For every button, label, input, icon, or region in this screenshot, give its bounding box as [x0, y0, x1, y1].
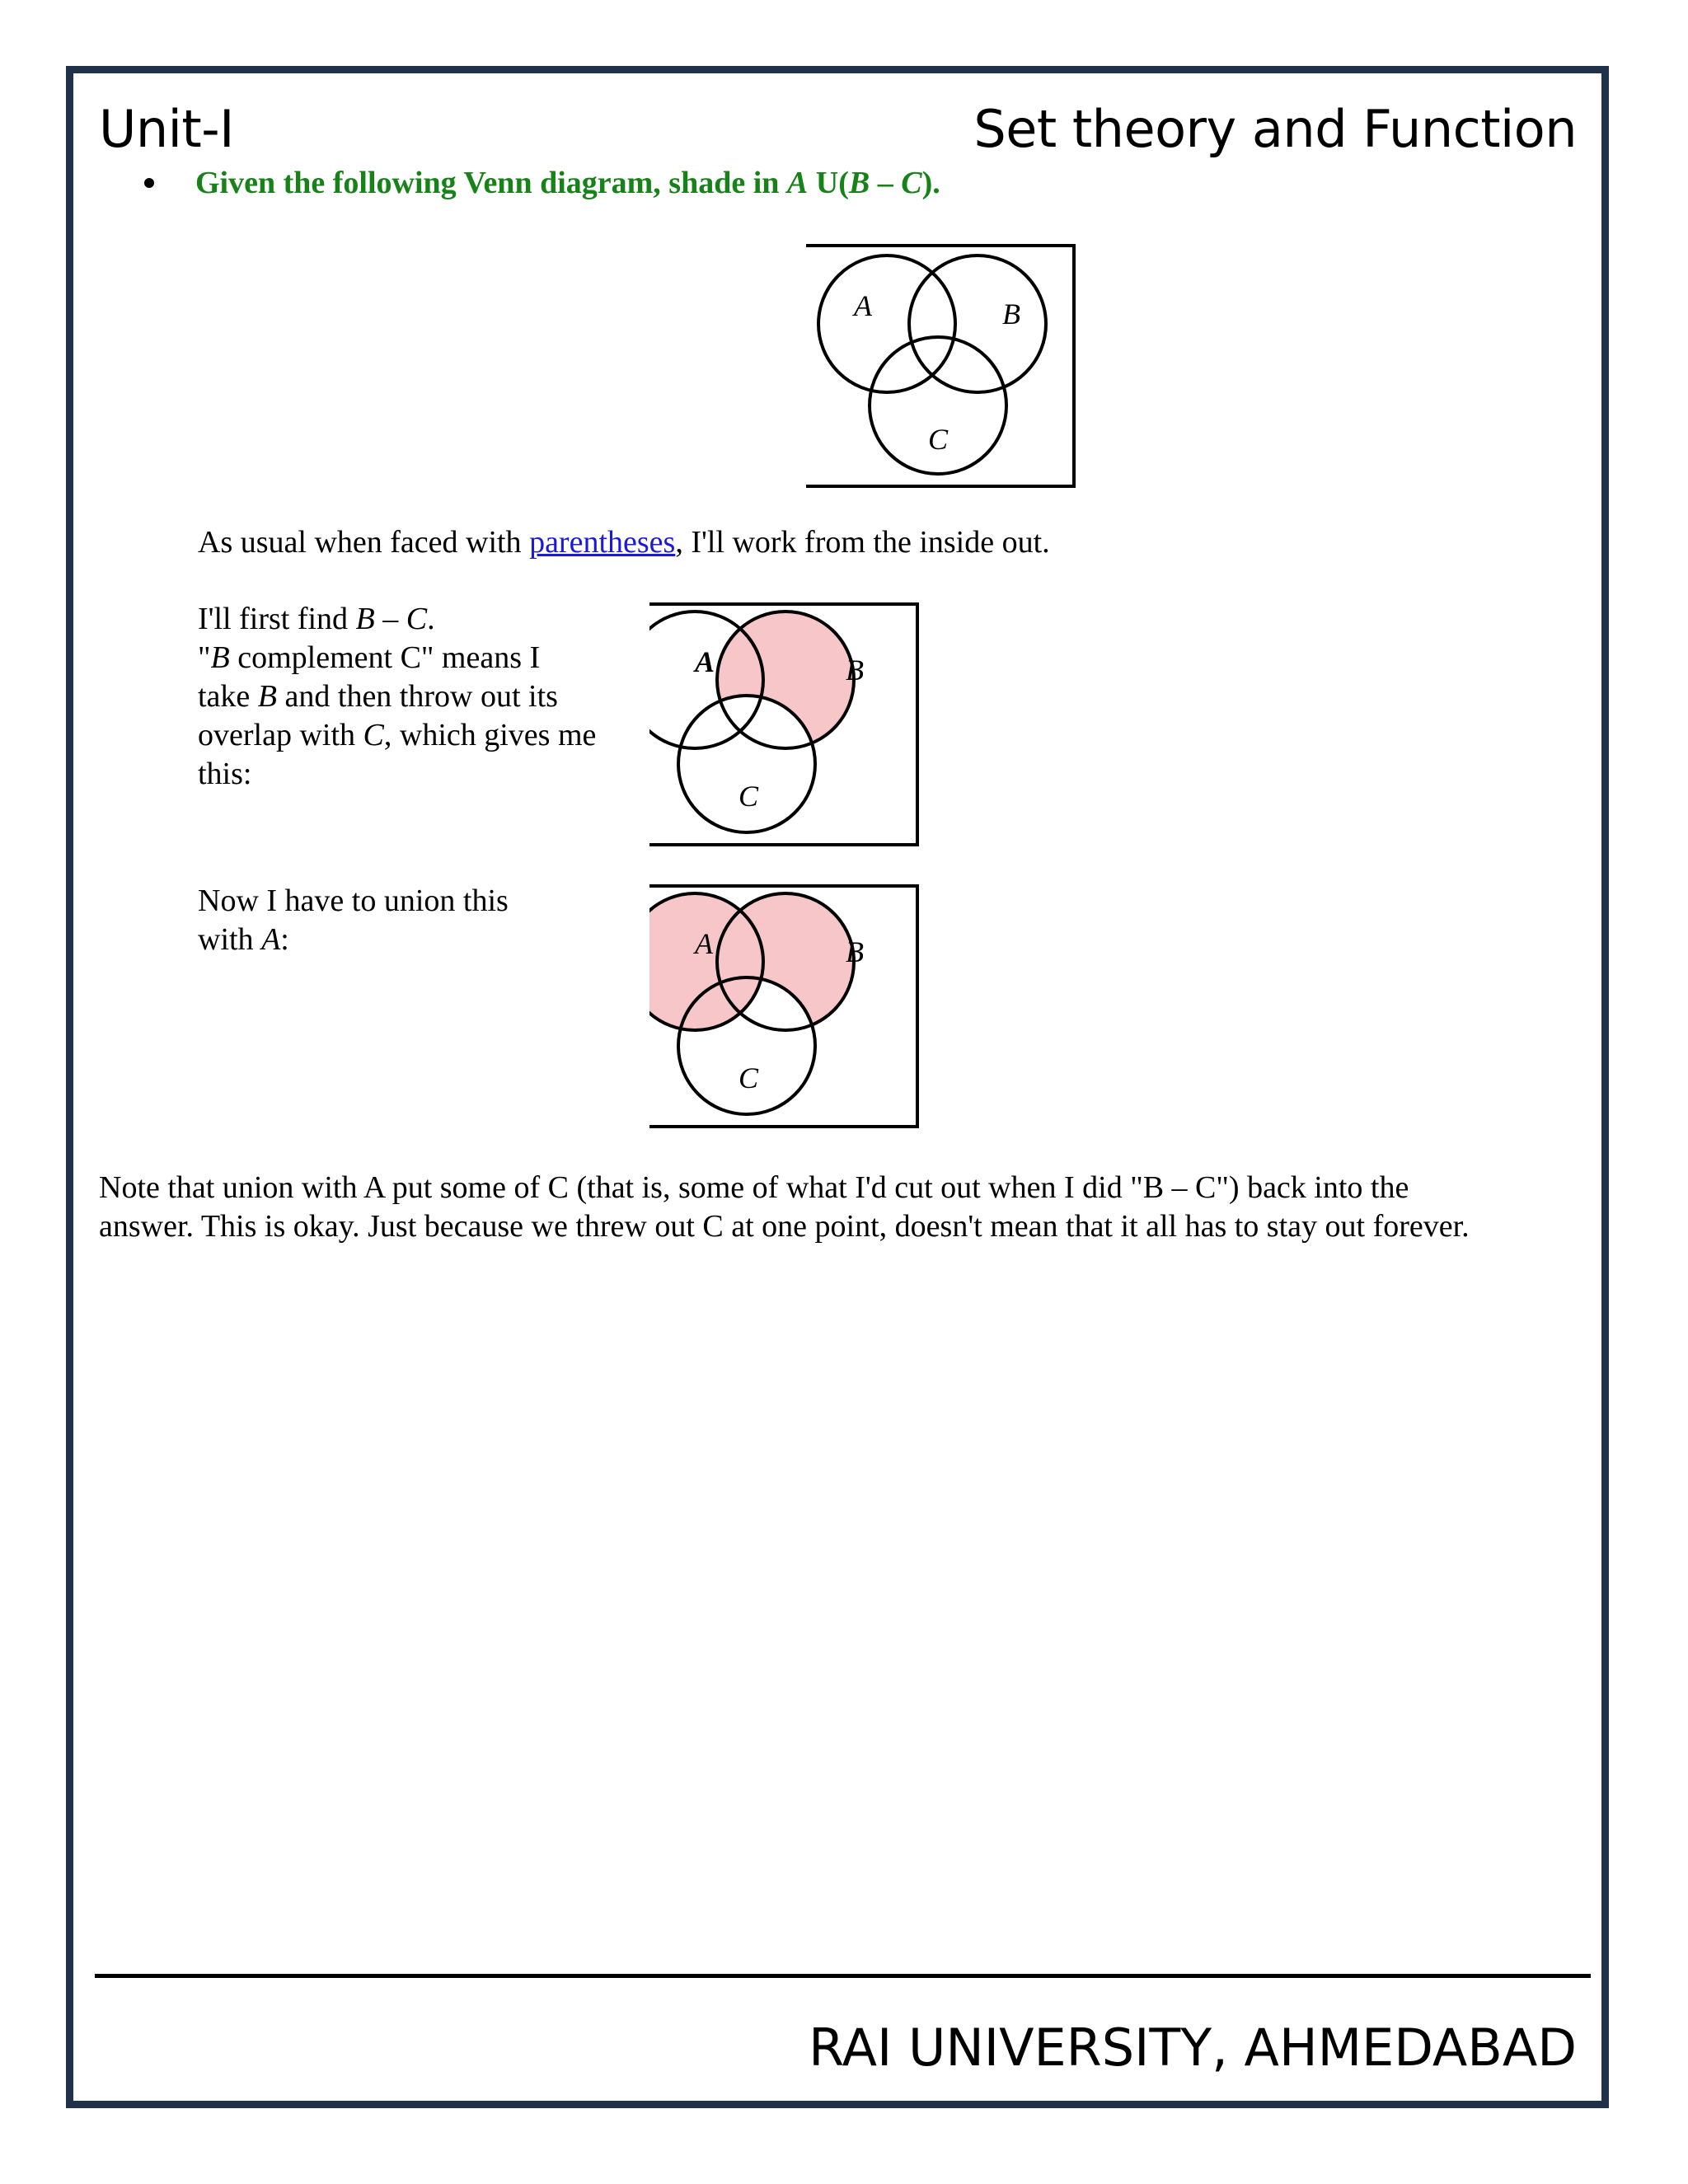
- label-a: A: [854, 289, 872, 322]
- venn-diagram-a-union-b-minus-c: [649, 883, 921, 1129]
- paragraph-intro: As usual when faced with parentheses, I'll work from the inside out.: [198, 525, 1050, 560]
- label-b: B: [846, 654, 864, 687]
- label-c: C: [738, 780, 759, 813]
- question-bullet: [144, 165, 940, 201]
- topic-title: Set theory and Function: [973, 99, 1577, 159]
- label-c: C: [928, 423, 949, 456]
- label-c: C: [738, 1062, 759, 1094]
- label-a: A: [695, 645, 715, 678]
- circle-b: [909, 255, 1046, 392]
- paragraph-b-minus-c: I'll first find B – C. "B complement C" means I take B and then throw out its overlap with C, which gives me this:: [198, 602, 597, 791]
- label-b: B: [1002, 298, 1020, 330]
- paragraph-note: Note that union with A put some of C (that is, some of what I'd cut out when I did "B – C") back into the answer. This is okay. Just because we threw out C at one point, doesn't mean that it all has to stay out forever.: [99, 1170, 1470, 1244]
- bullet-icon: [144, 178, 154, 188]
- parentheses-link[interactable]: parentheses: [529, 525, 676, 560]
- footer-university: RAI UNIVERSITY, AHMEDABAD: [809, 2018, 1577, 2078]
- footer-rule: [95, 1974, 1591, 1978]
- unit-title: Unit-I: [99, 99, 234, 159]
- question-text: Given the following Venn diagram, shade in A U(B – C).: [195, 166, 940, 200]
- venn-diagram-blank: [806, 243, 1078, 489]
- label-b: B: [846, 935, 864, 968]
- label-a: A: [695, 927, 713, 960]
- venn-diagram-b-minus-c: [649, 602, 921, 847]
- circle-a: [818, 255, 955, 392]
- paragraph-union: Now I have to union this with A:: [198, 883, 509, 957]
